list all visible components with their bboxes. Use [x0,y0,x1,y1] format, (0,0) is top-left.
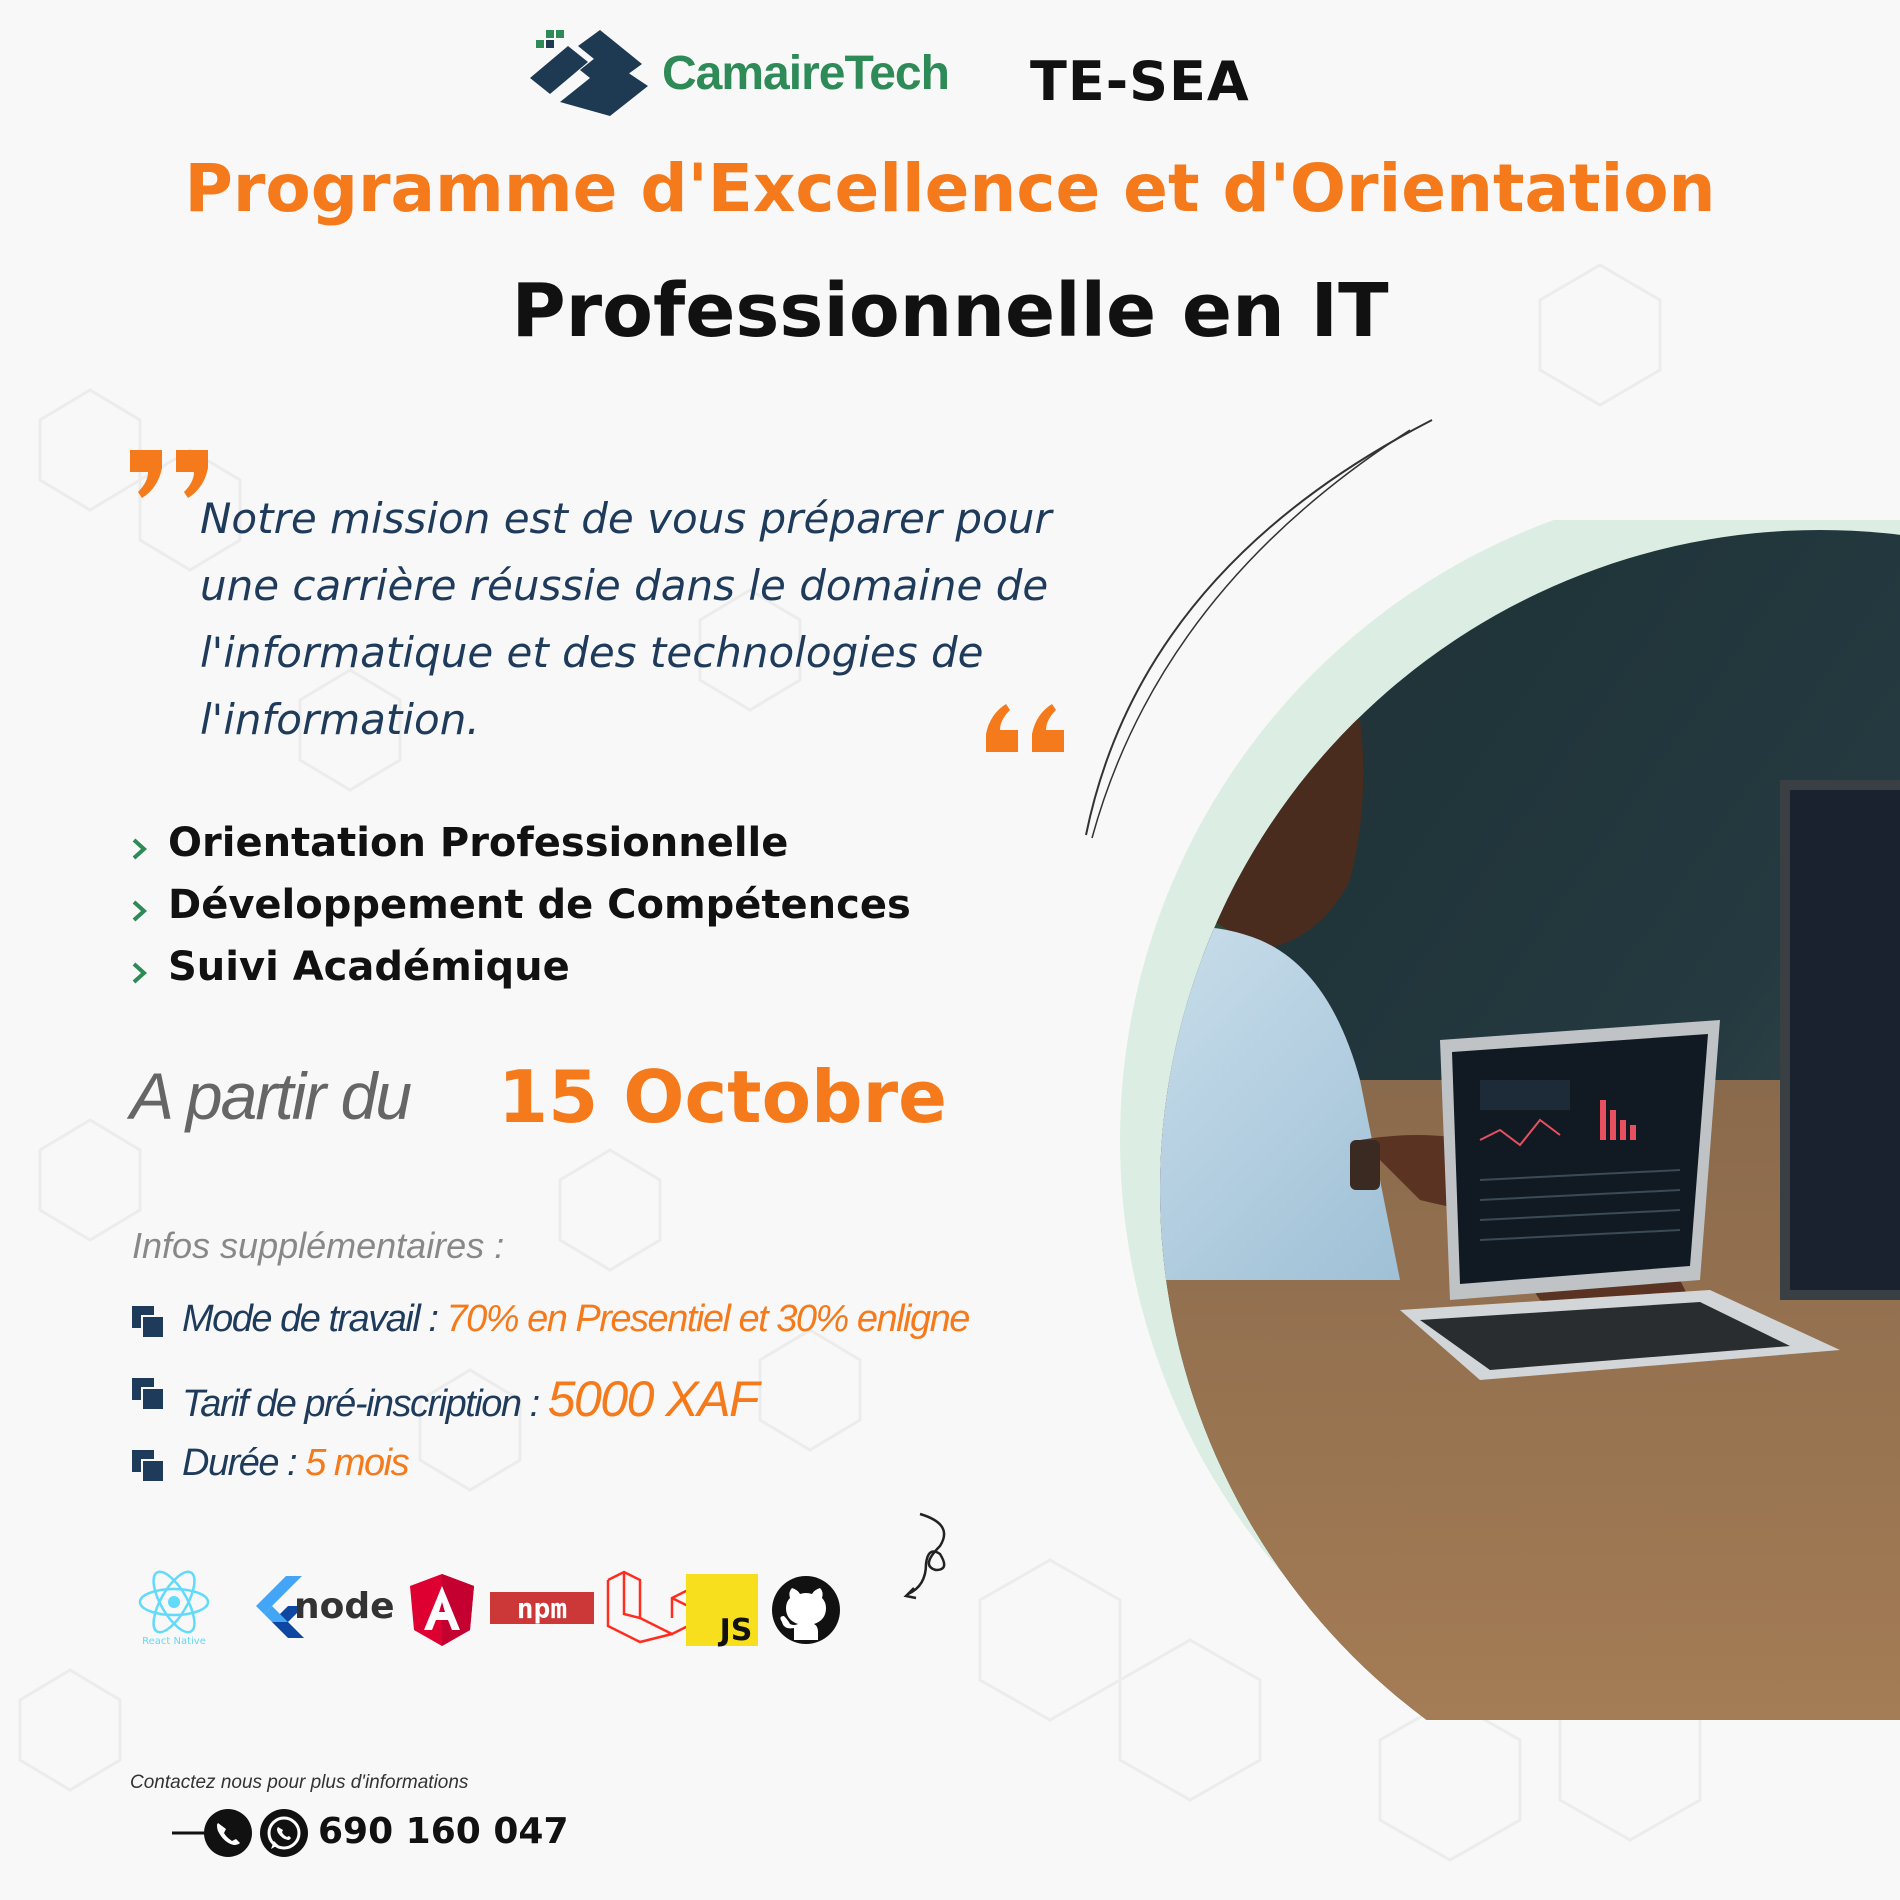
infos-title: Infos supplémentaires : [132,1225,505,1266]
camairetech-mark-icon [530,28,650,118]
tesea-logo [1030,50,1250,113]
feature-label: Développement de Compétences [168,882,911,928]
react-native-icon [140,1568,208,1647]
npm-icon [490,1592,594,1625]
tech-logos [138,1568,858,1658]
contact-label: Contactez nous pour plus d'informations [130,1772,469,1793]
node-icon [294,1586,395,1627]
tesea-name: TE-SEA [1030,50,1250,113]
title-line-2: Professionnelle en IT [511,268,1389,354]
mode-value: 70% en Presentiel et 30% enligne [446,1298,969,1340]
mode-label: Mode de travail : [182,1298,438,1340]
stack-squares-icon [130,1304,166,1340]
phone-icon [204,1809,252,1857]
node-label: node [294,1586,395,1627]
chevron-right-icon [130,896,150,926]
close-quote-icon [984,702,1070,754]
title-line-1: Programme d'Excellence et d'Orientation [184,150,1716,227]
chevron-right-icon [130,958,150,988]
angular-icon [410,1574,474,1646]
npm-label: npm [516,1592,568,1625]
chevron-right-icon [130,834,150,864]
stack-squares-icon [130,1376,166,1412]
camairetech-name: CamaireTech [662,47,949,100]
hero-photo [1060,520,1900,1720]
phone-icons [172,1805,318,1861]
contact-phone: 690 160 047 [318,1811,569,1852]
duree-label: Durée : [182,1442,297,1484]
start-label: A partir du [130,1059,411,1133]
camairetech-logo [530,28,970,118]
mission-quote: Notre mission est de vous préparer pour une carrière réussie dans le domaine de l'informatique et des technologies de l'information. [200,494,1052,744]
duree-value: 5 mois [305,1442,409,1484]
javascript-icon [686,1574,758,1648]
react-native-label: React Native [142,1636,206,1647]
github-icon [772,1576,840,1644]
squiggle-arrow-icon [900,1510,960,1600]
tarif-value: 5000 XAF [547,1371,759,1427]
js-label: JS [719,1613,753,1648]
tarif-label: Tarif de pré-inscription : [182,1383,539,1425]
whatsapp-icon [260,1809,308,1857]
feature-label: Orientation Professionnelle [168,820,789,866]
stack-squares-icon [130,1448,166,1484]
start-date: 15 Octobre [498,1055,947,1139]
feature-label: Suivi Académique [168,944,570,990]
